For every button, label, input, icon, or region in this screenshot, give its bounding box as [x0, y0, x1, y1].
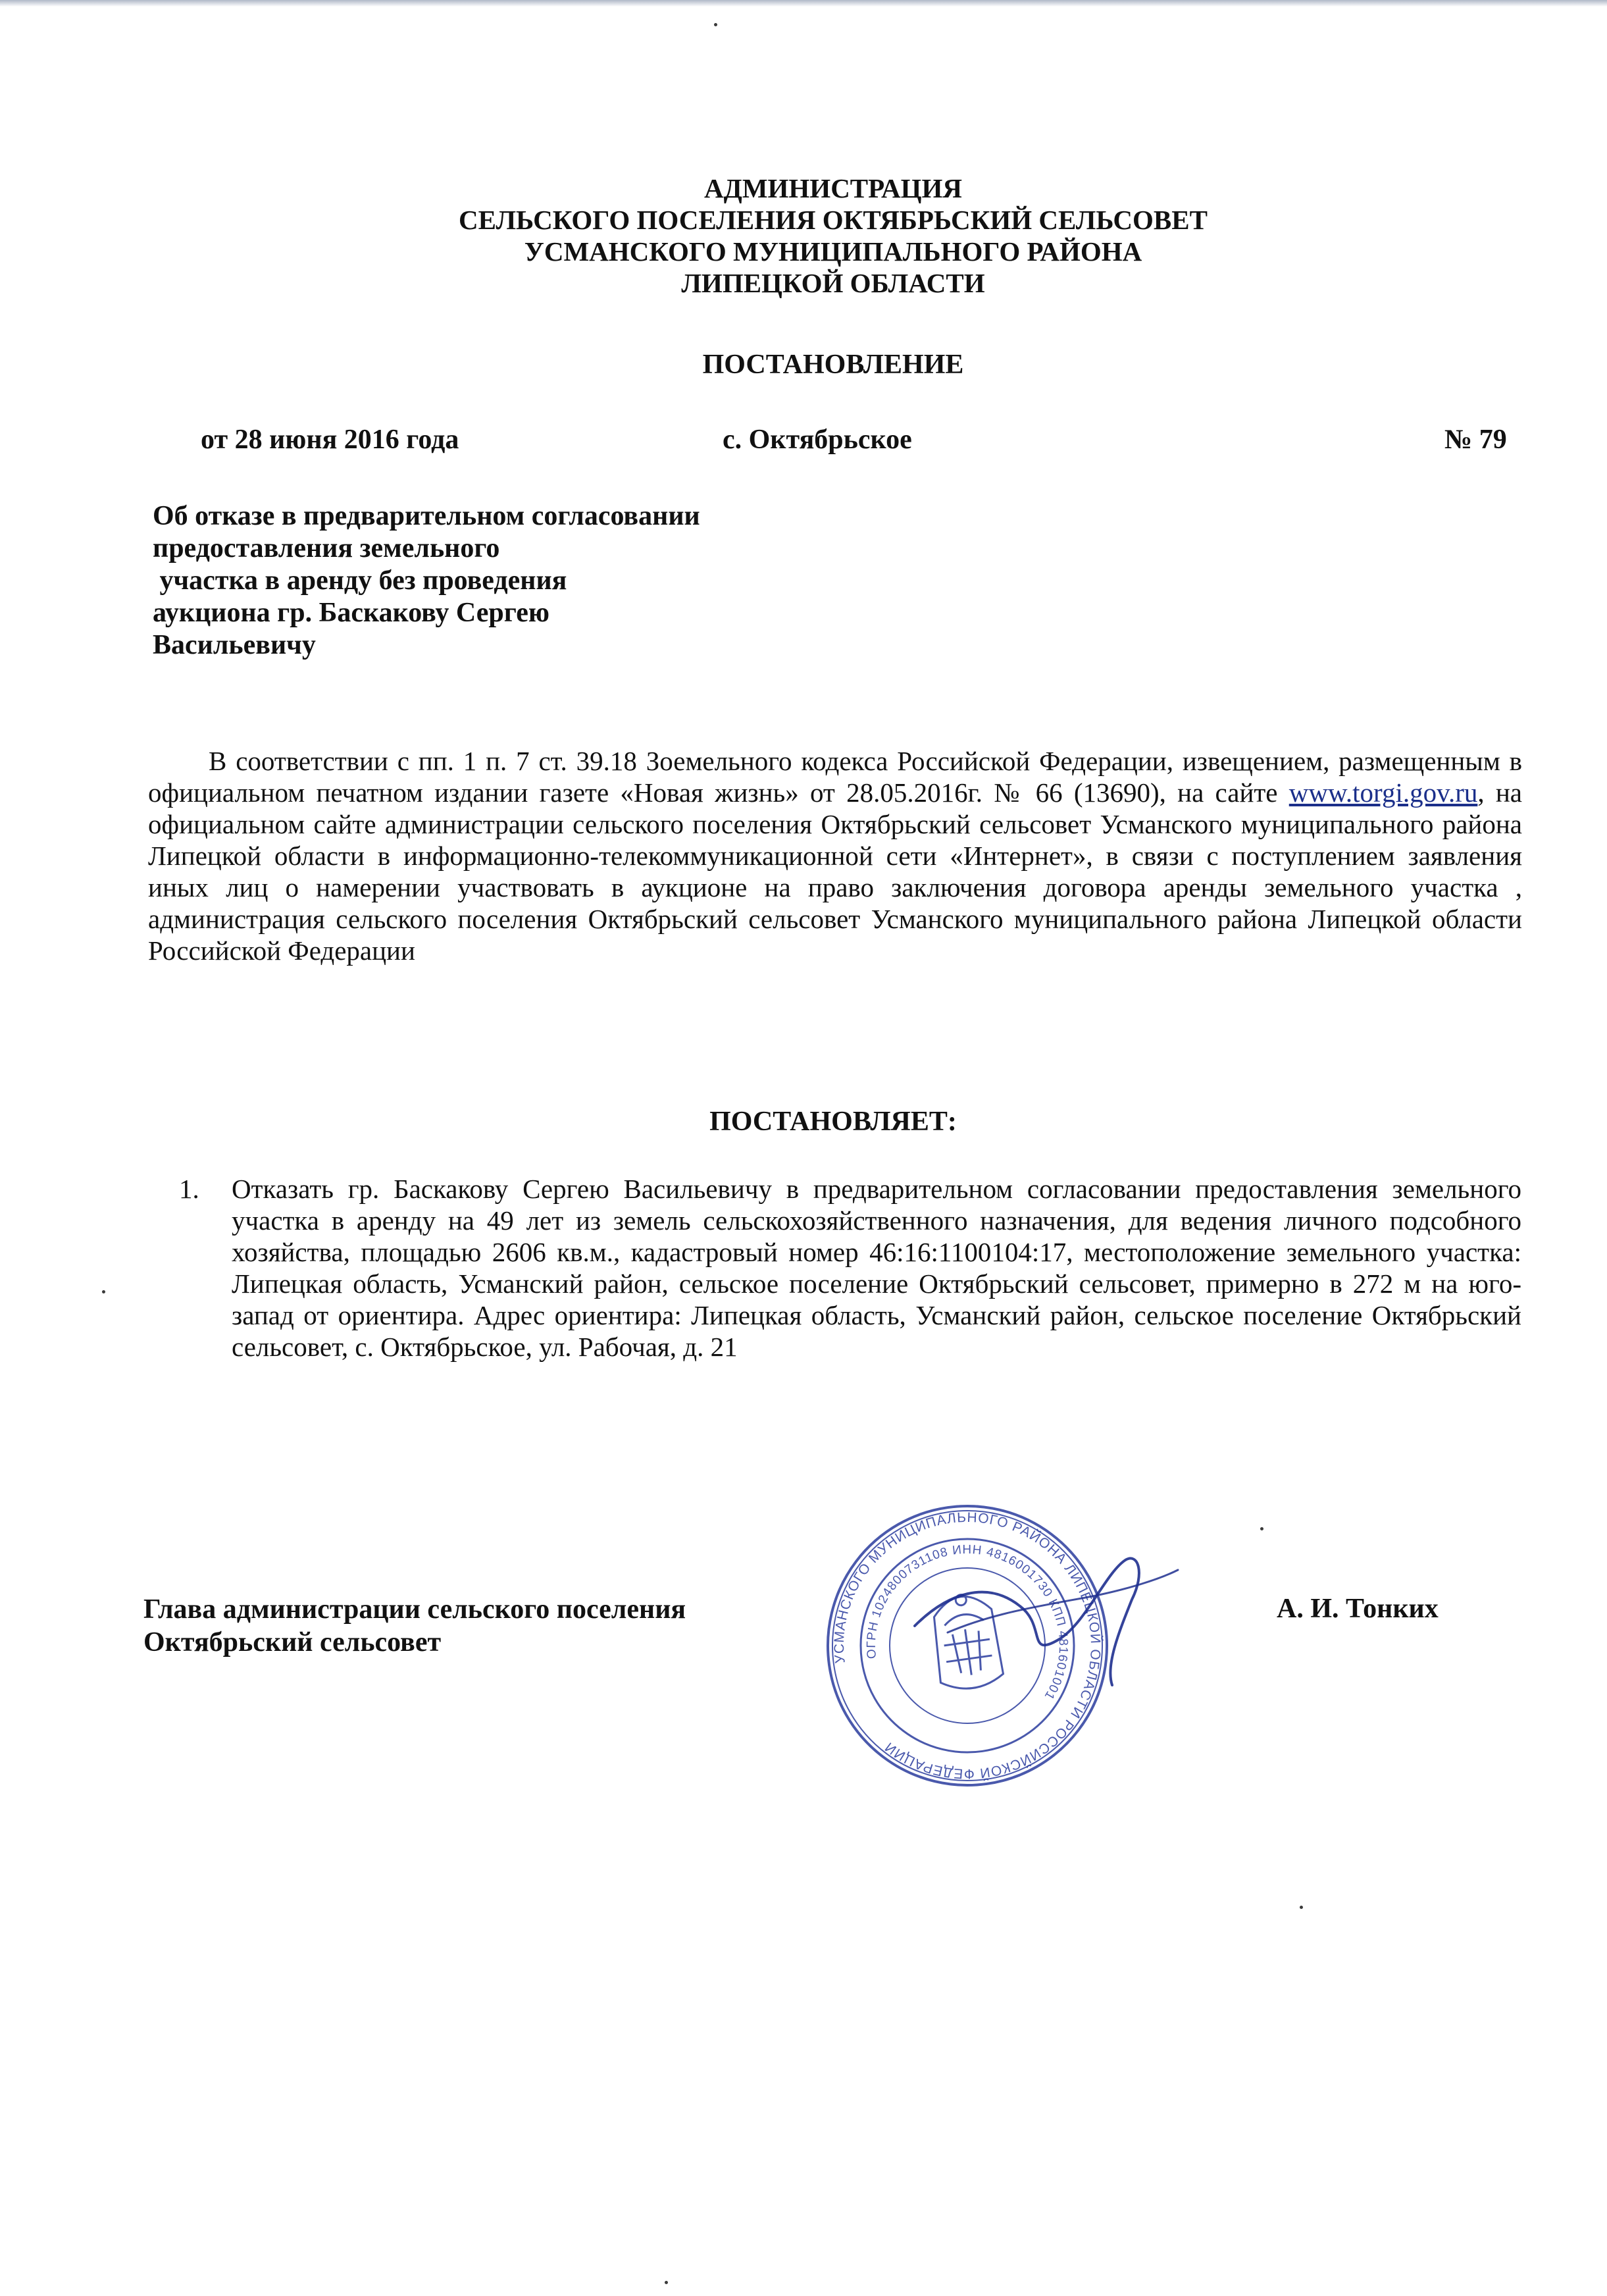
- document-header: [0, 172, 1607, 299]
- signatory-title-line: Октябрьский сельсовет: [143, 1627, 442, 1657]
- torgi-link[interactable]: www.torgi.gov.ru: [1288, 777, 1478, 808]
- document-type: ПОСТАНОВЛЕНИЕ: [702, 350, 964, 380]
- subject-line: аукциона гр. Баскакову Сергею: [153, 598, 550, 628]
- scan-speck: [714, 23, 717, 26]
- header-line-settlement: СЕЛЬСКОГО ПОСЕЛЕНИЯ ОКТЯБРЬСКИЙ СЕЛЬСОВЕТ: [459, 205, 1208, 235]
- subject-line: предоставления земельного: [153, 533, 500, 563]
- subject-line: Об отказе в предварительном согласовании: [153, 501, 700, 531]
- scan-speck: [1260, 1527, 1263, 1530]
- preamble-text: В соответствии с пп. 1 п. 7 ст. 39.18 Зоемельного кодекса Российской Федерации, извещением, размещенным в официальном печатном издании газете «Новая жизнь» от 28.05.2016г. № 66 (13690), на сайте: [148, 746, 1522, 808]
- subject-line: участка в аренду без проведения: [153, 565, 567, 596]
- preamble-text-continued: , на официальном сайте администрации сельского поселения Октябрьский сельсовет Усманского муниципального района Липецкой области в информационно-телекоммуникационной сети «Интернет», в связи с поступлением заявления иных лиц о намерении участвовать в аукционе на право заключения договора аренды земельного участка , администрация сельского поселения Октябрьский сельсовет Усманского муниципального района Липецкой области Российской Федерации: [148, 777, 1522, 966]
- signatory-title: [143, 1593, 686, 1659]
- header-line-district: УСМАНСКОГО МУНИЦИПАЛЬНОГО РАЙОНА: [524, 236, 1142, 267]
- signatory-name: А. И. Тонких: [1277, 1594, 1439, 1624]
- subject-line: Васильевичу: [153, 630, 316, 660]
- document-number: № 79: [1444, 425, 1507, 455]
- header-line-region: ЛИПЕЦКОЙ ОБЛАСТИ: [681, 268, 985, 298]
- scan-edge: [0, 0, 1607, 7]
- scan-speck: [102, 1290, 105, 1293]
- document-date: от 28 июня 2016 года: [201, 425, 459, 455]
- signatory-title-line: Глава администрации сельского поселения: [143, 1594, 686, 1625]
- stamp-inner-text: ОГРН 1024800731108 ИНН 4816001730 КПП 481601001: [864, 1542, 1071, 1703]
- list-item-number: 1.: [179, 1174, 199, 1204]
- handwritten-signature: [908, 1534, 1185, 1705]
- scan-speck: [1300, 1906, 1303, 1909]
- scan-speck: [665, 2281, 668, 2284]
- preamble-paragraph: [148, 745, 1522, 966]
- decree-heading: ПОСТАНОВЛЯЕТ:: [709, 1107, 957, 1137]
- document-place: с. Октябрьское: [723, 425, 912, 455]
- list-item-text: Отказать гр. Баскакову Сергею Васильевичу в предварительном согласовании предоставления земельного участка в аренду на 49 лет из земель сельскохозяйственного назначения, для ведения личного подсобного хозяйства, площадью 2606 кв.м., кадастровый номер 46:16:1100104:17, местоположение земельного участка: Липецкая область, Усманский район, сельское поселение Октябрьский сельсовет, примерно в 272 м на юго-запад от ориентира. Адрес ориентира: Липецкая область, Усманский район, сельское поселение Октябрьский сельсовет, с. Октябрьское, ул. Рабочая, д. 21: [232, 1174, 1521, 1362]
- document-subject: [153, 500, 877, 662]
- header-line-administration: АДМИНИСТРАЦИЯ: [704, 173, 962, 203]
- stamp-outer-text: УСМАНСКОГО МУНИЦИПАЛЬНОГО РАЙОНА ЛИПЕЦКОЙ ОБЛАСТИ РОССИЙСКОЙ ФЕДЕРАЦИИ: [831, 1509, 1104, 1782]
